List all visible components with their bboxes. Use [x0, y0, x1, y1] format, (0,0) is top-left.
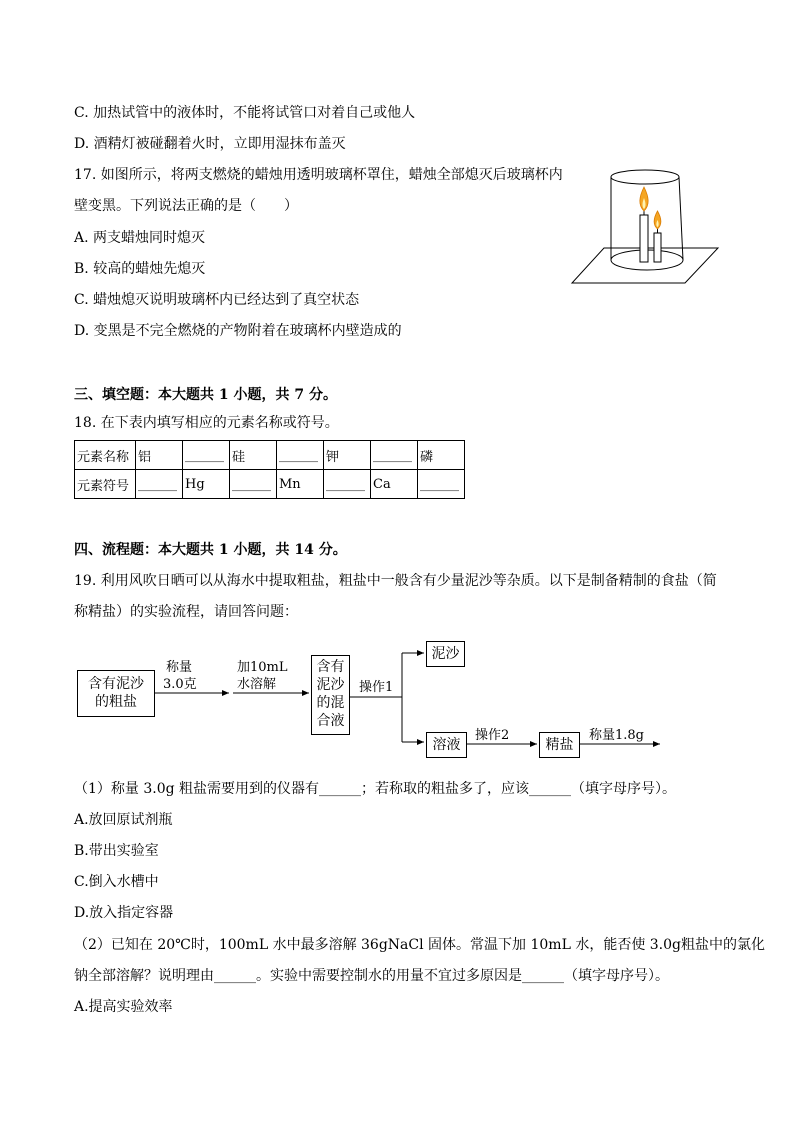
table-cell-blank[interactable]: ______ — [230, 470, 277, 499]
q18-stem: 18. 在下表内填写相应的元素名称或符号。 — [74, 415, 339, 431]
flow-label-op2: 操作2 — [475, 728, 510, 743]
q19-sub1-option-c: C.倒入水槽中 — [74, 874, 159, 890]
flow-box-crude-label: 含有泥沙的粗盐 — [88, 676, 144, 710]
q17-stem-line1: 17. 如图所示，将两支燃烧的蜡烛用透明玻璃杯罩住，蜡烛全部熄灭后玻璃杯内 — [74, 167, 563, 183]
q17-option-a: A. 两支蜡烛同时熄灭 — [74, 230, 206, 246]
q19-stem-line2: 称精盐）的实验流程，请回答问题： — [74, 604, 298, 620]
q17-option-c: C. 蜡烛熄灭说明玻璃杯内已经达到了真空状态 — [74, 292, 360, 308]
flow-label-weigh-final: 称量1.8g — [589, 728, 644, 743]
flow-label-op1: 操作1 — [359, 680, 394, 695]
table-cell: 磷 — [418, 441, 465, 470]
q17-option-d: D. 变黑是不完全燃烧的产物附着在玻璃杯内壁造成的 — [74, 323, 402, 339]
table-cell: Mn — [277, 470, 324, 499]
flow-label-dissolve-1: 加10mL — [237, 660, 288, 675]
q17-option-b: B. 较高的蜡烛先熄灭 — [74, 261, 206, 277]
table-cell-blank[interactable]: ______ — [183, 441, 230, 470]
flow-box-crude-salt — [77, 670, 155, 717]
table-cell: Hg — [183, 470, 230, 499]
flow-box-solution: 溶液 — [426, 732, 467, 758]
table-cell-blank[interactable]: ______ — [324, 470, 371, 499]
q17-stem-line2: 壁变黑。下列说法正确的是（ ） — [74, 198, 298, 214]
q19-sub1-option-a: A.放回原试剂瓶 — [74, 812, 173, 828]
q19-sub2-line2: 钠全部溶解？说明理由______。实验中需要控制水的用量不宜过多原因是______（填字母序号）。 — [74, 968, 669, 984]
q19-stem-line1: 19. 利用风吹日晒可以从海水中提取粗盐，粗盐中一般含有少量泥沙等杂质。以下是制备精制的食盐（简 — [74, 573, 717, 589]
table-header-symbol: 元素符号 — [75, 470, 136, 499]
q19-sub2-line1: （2）已知在 20℃时，100mL 水中最多溶解 36gNaCl 固体。常温下加 10mL 水，能否使 3.0g粗盐中的氯化 — [74, 937, 766, 953]
table-header-name: 元素名称 — [75, 441, 136, 470]
flow-label-dissolve-2: 水溶解 — [237, 677, 277, 692]
flow-label-weigh-2: 3.0克 — [163, 677, 197, 692]
flow-box-sand: 泥沙 — [426, 641, 465, 667]
section3-heading: 三、填空题：本大题共 1 小题，共 7 分。 — [74, 387, 337, 403]
q19-sub1: （1）称量 3.0g 粗盐需要用到的仪器有______；若称取的粗盐多了，应该______（填字母序号）。 — [74, 781, 677, 797]
flow-box-mixture — [311, 655, 350, 735]
section4-heading: 四、流程题：本大题共 1 小题，共 14 分。 — [74, 542, 347, 558]
flow-box-mixture-label: 含有泥沙的混合液 — [316, 659, 345, 729]
q16-option-d: D. 酒精灯被碰翻着火时，立即用湿抹布盖灭 — [74, 136, 346, 152]
table-cell-blank[interactable]: ______ — [418, 470, 465, 499]
table-cell-blank[interactable]: ______ — [136, 470, 183, 499]
table-cell: 铝 — [136, 441, 183, 470]
flow-label-weigh-1: 称量 — [166, 660, 193, 675]
q19-sub1-option-b: B.带出实验室 — [74, 843, 159, 859]
q16-option-c: C. 加热试管中的液体时，不能将试管口对着自己或他人 — [74, 105, 416, 121]
table-cell-blank[interactable]: ______ — [371, 441, 418, 470]
q19-sub1-option-d: D.放入指定容器 — [74, 905, 174, 921]
table-cell: 硅 — [230, 441, 277, 470]
table-cell-blank[interactable]: ______ — [277, 441, 324, 470]
table-cell: 钾 — [324, 441, 371, 470]
flow-box-refined: 精盐 — [539, 732, 580, 758]
table-cell: Ca — [371, 470, 418, 499]
q19-sub2-option-a: A.提高实验效率 — [74, 999, 173, 1015]
